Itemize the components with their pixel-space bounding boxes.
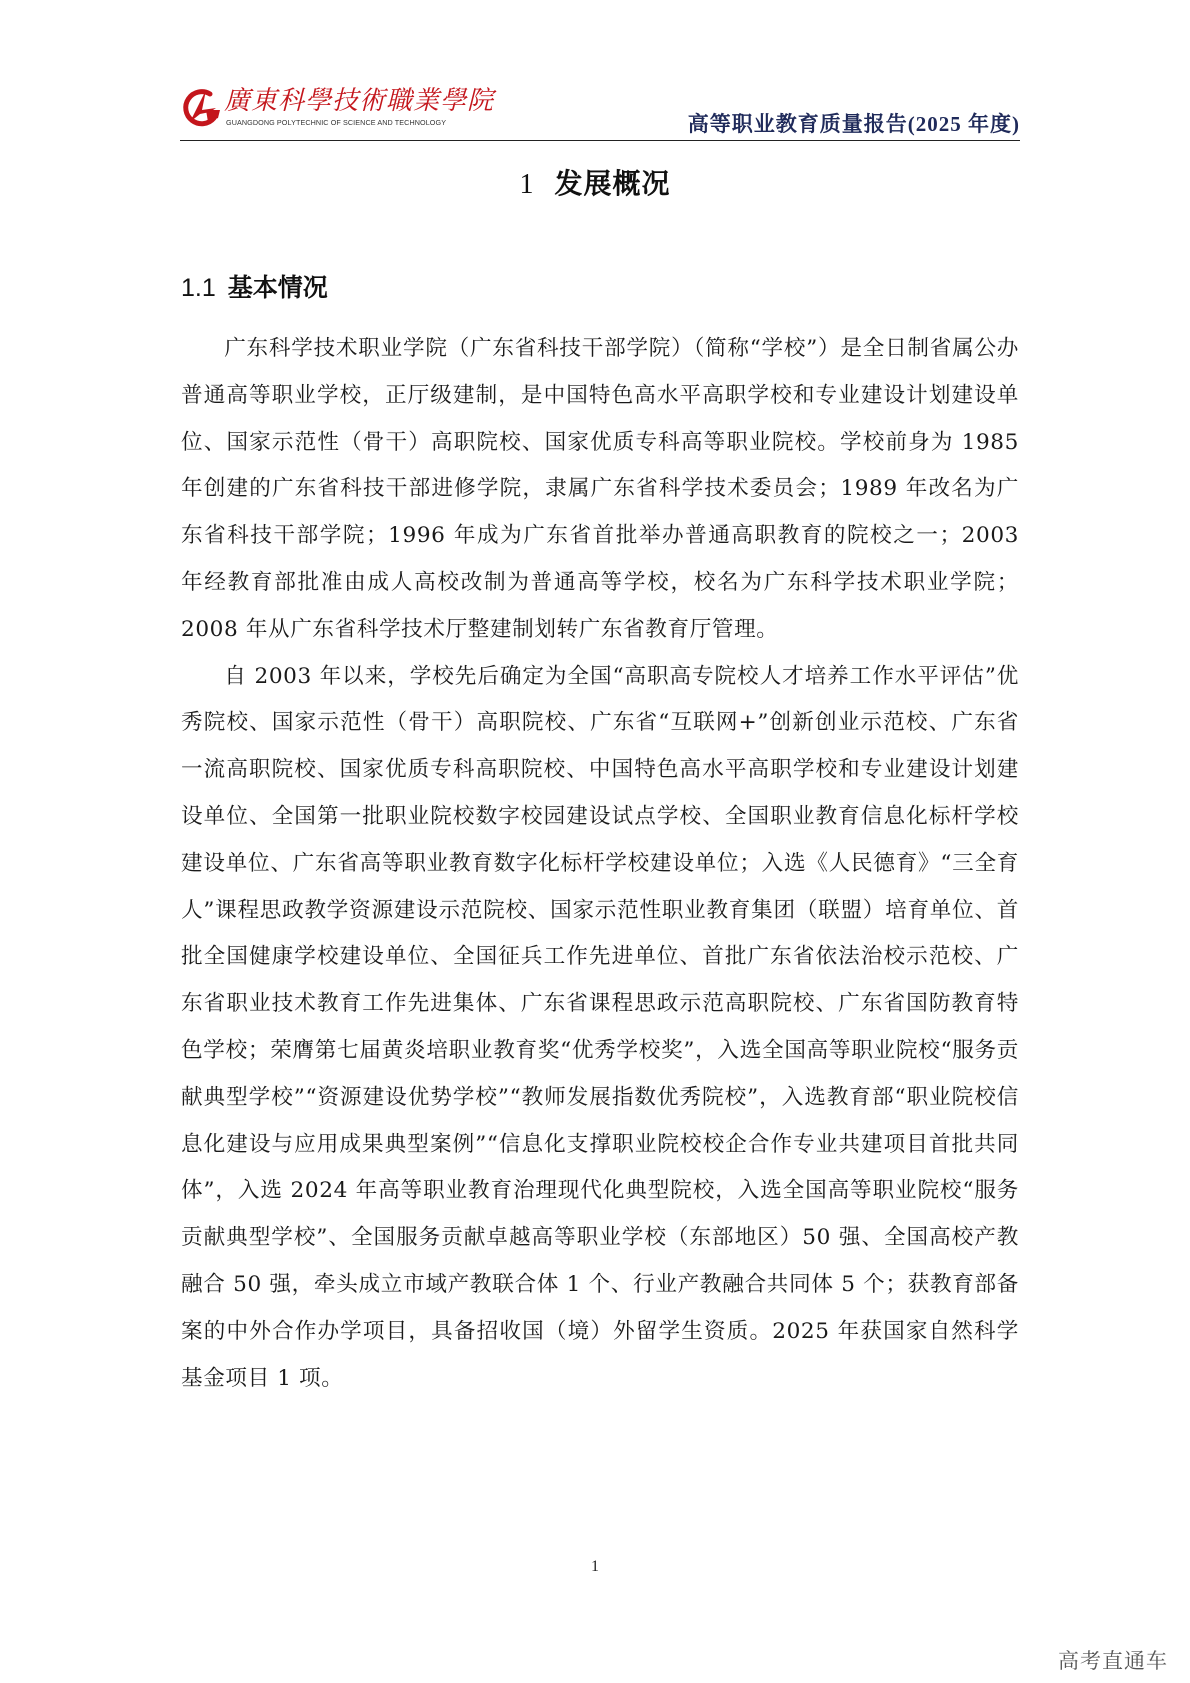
section-title (181, 268, 328, 304)
school-logo-mark-icon (180, 88, 224, 128)
chapter-number: 1 (519, 169, 535, 200)
school-name-english: GUANGDONG POLYTECHNIC OF SCIENCE AND TECHNOLOGY (226, 118, 447, 127)
page-header (180, 80, 1020, 142)
page-number: 1 (591, 1558, 599, 1575)
body-text (181, 326, 1019, 1402)
header-divider (180, 140, 1020, 141)
school-name-chinese: 廣東科學技術職業學院 (224, 86, 495, 116)
paragraph-honors: 自 2003 年以来，学校先后确定为全国“高职高专院校人才培养工作水平评估”优秀院校、国家示范性（骨干）高职院校、广东省“互联网+”创新创业示范校、广东省一流高职院校、国家优质专科高职院校、中国特色高水平高职学校和专业建设计划建设单位、全国第一批职业院校数字校园建设试点学校、全国职业教育信息化标杆学校建设单位、广东省高等职业教育数字化标杆学校建设单位；入选《人民德育》“三全育人”课程思政教学资源建设示范院校、国家示范性职业教育集团（联盟）培育单位、首批全国健康学校建设单位、全国征兵工作先进单位、首批广东省依法治校示范校、广东省职业技术教育工作先进集体、广东省课程思政示范高职院校、广东省国防教育特色学校；荣膺第七届黄炎培职业教育奖“优秀学校奖”，入选全国高等职业院校“服务贡献典型学校”“资源建设优势学校”“教师发展指数优秀院校”，入选教育部“职业院校信息化建设与应用成果典型案例”“信息化支撑职业院校校企合作专业共建项目首批共同体”，入选 2024 年高等职业教育治理现代化典型院校，入选全国高等职业院校“服务贡献典型学校”、全国服务贡献卓越高等职业学校（东部地区）50 强、全国高校产教融合 50 强，牵头成立市域产教联合体 1 个、行业产教融合共同体 5 个；获教育部备案的中外合作办学项目，具备招收国（境）外留学生资质。2025 年获国家自然科学基金项目 1 项。 (181, 663, 1019, 1391)
chapter-title-text: 发展概况 (554, 167, 671, 200)
report-title: 高等职业教育质量报告(2025 年度) (687, 112, 1020, 136)
section-number: 1.1 (181, 274, 216, 302)
chapter-title (0, 162, 1190, 202)
paragraph-history: 广东科学技术职业学院（广东省科技干部学院）（简称“学校”）是全日制省属公办普通高等职业学校，正厅级建制，是中国特色高水平高职学校和专业建设计划建设单位、国家示范性（骨干）高职院校、国家优质专科高等职业院校。学校前身为 1985 年创建的广东省科技干部进修学院，隶属广东省科学技术委员会；1989 年改名为广东省科技干部学院；1996 年成为广东省首批举办普通高职教育的院校之一；2003 年经教育部批准由成人高校改制为普通高等学校，校名为广东科学技术职业学院；2008 年从广东省科学技术厅整建制划转广东省教育厅管理。 (181, 336, 1019, 642)
school-logo (180, 80, 495, 132)
section-title-text: 基本情况 (227, 273, 328, 302)
watermark: 高考直通车 (1058, 1649, 1168, 1673)
